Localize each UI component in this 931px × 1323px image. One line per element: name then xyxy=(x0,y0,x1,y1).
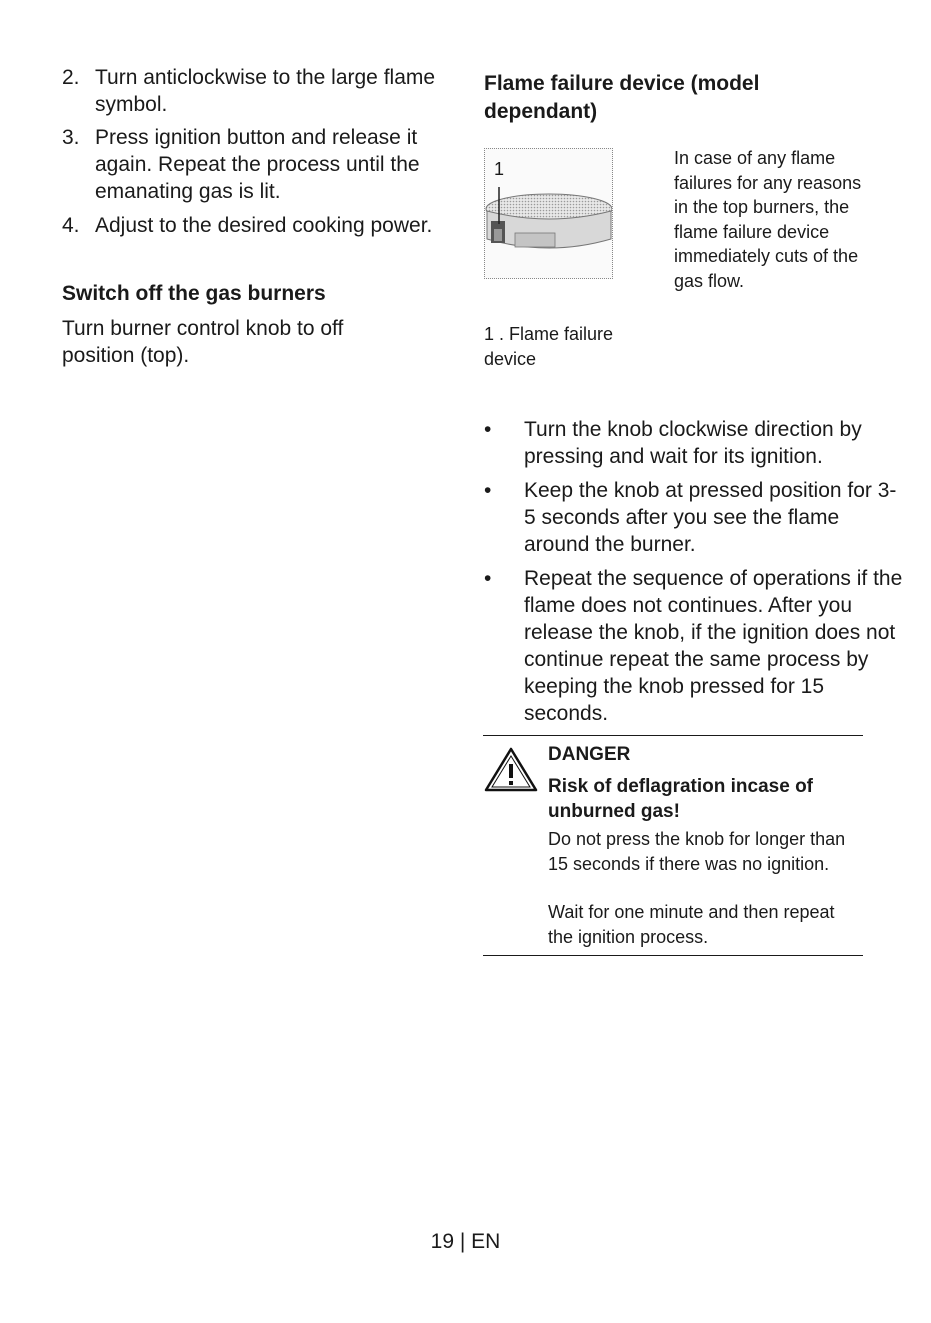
step-text: Press ignition button and release it again. Repeat the process until the emanating gas is lit. xyxy=(95,126,420,203)
danger-top-rule xyxy=(483,735,863,736)
figure-callout-number: 1 xyxy=(494,159,505,179)
warning-triangle-icon xyxy=(484,746,538,792)
switch-off-text: Turn burner control knob to off position (top). xyxy=(62,317,344,367)
step-3 xyxy=(62,124,452,205)
bullet-item-3 xyxy=(484,565,904,727)
danger-warning-text: Do not press the knob for longer than 15 seconds if there was no ignition. xyxy=(548,829,846,874)
danger-subtitle: Risk of deflagration incase of unburned gas! xyxy=(548,776,813,822)
danger-instruction-text: Wait for one minute and then repeat the ignition process. xyxy=(548,902,835,947)
step-text: Turn anticlockwise to the large flame symbol. xyxy=(95,66,436,116)
bullet-dot: • xyxy=(484,567,492,590)
bullet-text: Repeat the sequence of operations if the flame does not continues. After you release the knob, if the ignition does not continue repeat the same process by keeping the knob pressed for 15 seconds. xyxy=(524,567,903,725)
switch-off-heading: Switch off the gas burners xyxy=(62,282,326,305)
danger-title: DANGER xyxy=(548,744,631,765)
bullet-dot: • xyxy=(484,479,492,502)
burner-illustration xyxy=(485,149,612,278)
bullet-dot: • xyxy=(484,418,492,441)
step-text: Adjust to the desired cooking power. xyxy=(95,214,433,237)
danger-bottom-rule xyxy=(483,955,863,956)
figure-caption: 1 . Flame failure device xyxy=(484,324,614,369)
flame-failure-device-figure xyxy=(484,148,613,279)
section-heading: Flame failure device (model dependant) xyxy=(484,72,760,123)
step-4 xyxy=(62,212,452,239)
bullet-item-2 xyxy=(484,477,904,558)
flame-failure-description: In case of any flame failures for any reasons in the top burners, the flame failure device immediately cuts of the gas flow. xyxy=(674,148,862,291)
bullet-text: Keep the knob at pressed position for 3-5 seconds after you see the flame around the burner. xyxy=(524,479,897,556)
bullet-text: Turn the knob clockwise direction by pressing and wait for its ignition. xyxy=(524,418,862,468)
step-number: 3. xyxy=(62,126,80,149)
page-number: 19 | EN xyxy=(430,1230,501,1253)
step-2 xyxy=(62,64,452,118)
bullet-item-1 xyxy=(484,416,904,470)
step-number: 4. xyxy=(62,214,80,237)
step-number: 2. xyxy=(62,66,80,89)
